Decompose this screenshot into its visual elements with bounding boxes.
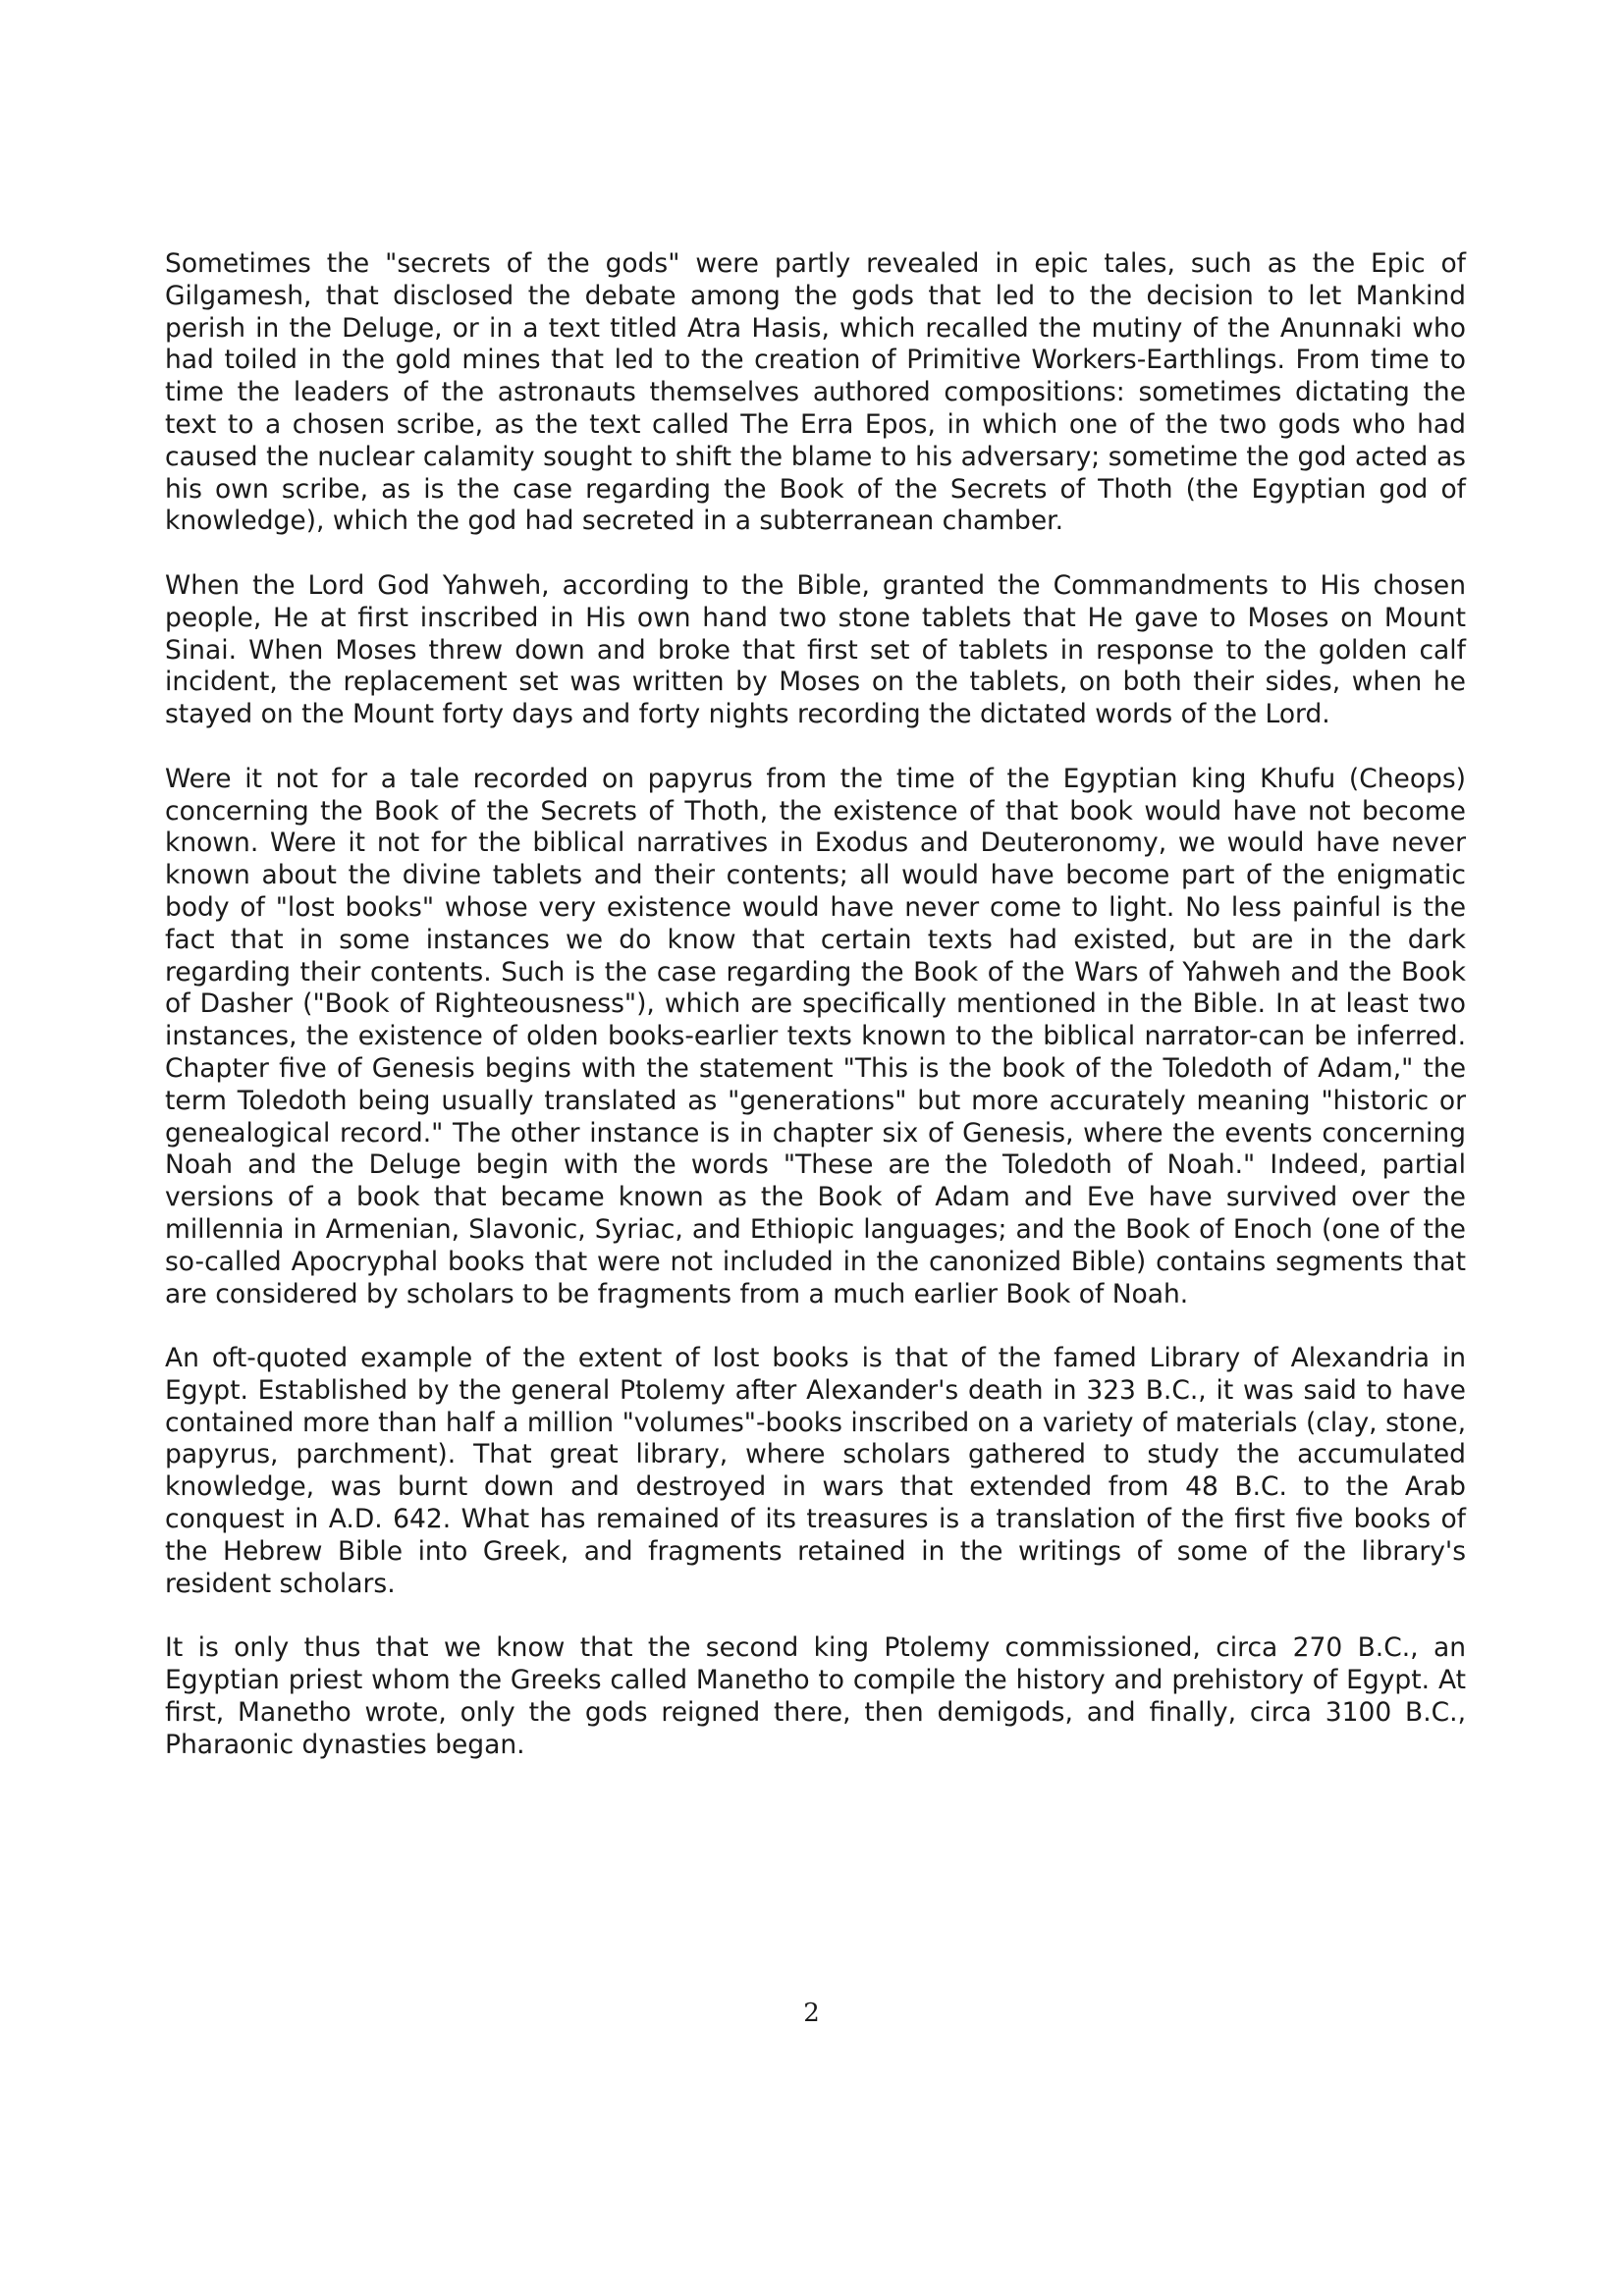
paragraph-4: An oft-quoted example of the extent of lost books is that of the famed Library of Alexandria in Egypt. Established by the general Ptolemy after Alexander's death in 323 B.C., it was said to have contained more than half a million "volumes"-books inscribed on a variety of materials (clay, stone, papyrus, parchment). That great library, where scholars gathered to study the accumulated knowledge, was burnt down and destroyed in wars that extended from 48 B.C. to the Arab conquest in A.D. 642. What has remained of its treasures is a translation of the first five books of the Hebrew Bible into Greek, and fragments retained in the writings of some of the library's resident scholars.	[165, 1343, 1466, 1599]
page-number: 2	[803, 1999, 820, 2028]
paragraph-3: Were it not for a tale recorded on papyrus from the time of the Egyptian king Khufu (Cheops) concerning the Book of the Secrets of Thoth, the existence of that book would have not become known. Were it not for the biblical narratives in Exodus and Deuteronomy, we would have never known about the divine tablets and their contents; all would have become part of the enigmatic body of "lost books" whose very existence would have never come to light. No less painful is the fact that in some instances we do know that certain texts had existed, but are in the dark regarding their contents. Such is the case regarding the Book of the Wars of Yahweh and the Book of Dasher ("Book of Righteousness"), which are specifically mentioned in the Bible. In at least two instances, the existence of olden books-earlier texts known to the biblical narrator-can be inferred. Chapter five of Genesis begins with the statement "This is the book of the Toledoth of Adam," the term Toledoth being usually translated as "generations" but more accurately meaning "historic or genealogical record." The other instance is in chapter six of Genesis, where the events concerning Noah and the Deluge begin with the words "These are the Toledoth of Noah." Indeed, partial versions of a book that became known as the Book of Adam and Eve have survived over the millennia in Armenian, Slavonic, Syriac, and Ethiopic languages; and the Book of Enoch (one of the so-called Apocryphal books that were not included in the canonized Bible) contains segments that are considered by scholars to be fragments from a much earlier Book of Noah.	[165, 763, 1466, 1309]
document-body	[165, 248, 1466, 1793]
paragraph-1: Sometimes the "secrets of the gods" were partly revealed in epic tales, such as the Epic of Gilgamesh, that disclosed the debate among the gods that led to the decision to let Mankind perish in the Deluge, or in a text titled Atra Hasis, which recalled the mutiny of the Anunnaki who had toiled in the gold mines that led to the creation of Primitive Workers-Earthlings. From time to time the leaders of the astronauts themselves authored compositions: sometimes dictating the text to a chosen scribe, as the text called The Erra Epos, in which one of the two gods who had caused the nuclear calamity sought to shift the blame to his adversary; sometime the god acted as his own scribe, as is the case regarding the Book of the Secrets of Thoth (the Egyptian god of knowledge), which the god had secreted in a subterranean chamber.	[165, 248, 1466, 537]
paragraph-5: It is only thus that we know that the second king Ptolemy commissioned, circa 270 B.C., an Egyptian priest whom the Greeks called Manetho to compile the history and prehistory of Egypt. At first, Manetho wrote, only the gods reigned there, then demigods, and finally, circa 3100 B.C., Pharaonic dynasties began.	[165, 1632, 1466, 1760]
paragraph-2: When the Lord God Yahweh, according to the Bible, granted the Commandments to His chosen people, He at first inscribed in His own hand two stone tablets that He gave to Moses on Mount Sinai. When Moses threw down and broke that first set of tablets in response to the golden calf incident, the replacement set was written by Moses on the tablets, on both their sides, when he stayed on the Mount forty days and forty nights recording the dictated words of the Lord.	[165, 569, 1466, 730]
